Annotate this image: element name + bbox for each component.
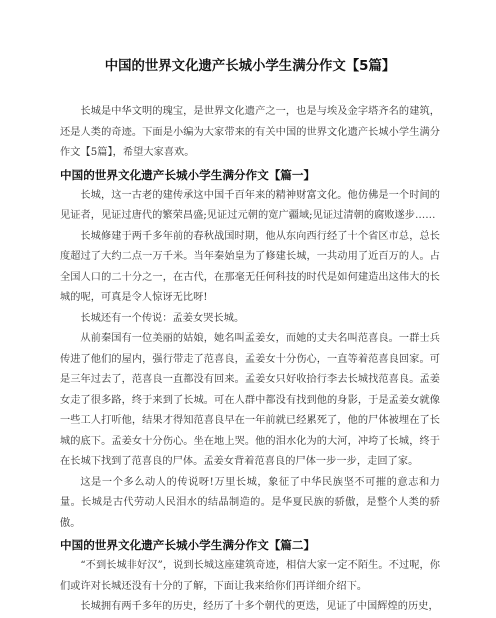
section-2	[60, 534, 440, 618]
section-heading: 中国的世界文化遗产长城小学生满分作文【篇二】	[60, 538, 316, 552]
body-paragraph: 长城拥有两千多年的历史，经历了十多个朝代的更迭，见证了中国辉煌的历史，	[80, 601, 439, 612]
document-title: 中国的世界文化遗产长城小学生满分作文【5篇】	[104, 59, 396, 74]
intro-paragraph: 长城是中华文明的瑰宝，是世界文化遗产之一，也是与埃及金字塔齐名的建筑，还是人类的奇迹。下面是小编为大家带来的有关中国的世界文化遗产长城小学生满分作文【5篇】，希望大家喜欢。	[60, 106, 440, 158]
body-paragraph: 长城还有一个传说：孟姜女哭长城。	[80, 312, 245, 324]
body-paragraph: “不到长城非好汉”，说到长城这座建筑奇迹，相信大家一定不陌生。不过呢，你们或许对长城还没有十分的了解，下面让我来给你们再详细介绍下。	[60, 560, 440, 592]
body-paragraph: 长城，这一古老的建传承这中国千百年来的精神财富文化。他仿佛是一个时间的见证者，见证过唐代的繁荣昌盛;见证过元朝的宽广疆域;见证过清朝的腐败遂步……	[60, 189, 440, 221]
body-paragraph: 从前秦国有一位美丽的姑娘，她名叫孟姜女，而她的丈夫名叫范喜良。一群士兵传进了他们的屋内，强行带走了范喜良，孟姜女十分伤心，一直等着范喜良回家。可是三年过去了，范喜良一直都没有回来。孟姜女只好收拾行李去长城找范喜良。孟姜女走了很多路，终于来到了长城。可在人群中都没有找到他的身影，于是孟姜女就像一些工人打听他，结果才得知范喜良早在一年前就已经累死了，他的尸体被埋在了长城的底下。孟姜女十分伤心。坐在地上哭。他的泪水化为的大河，冲垮了长城，终于在长城下找到了范喜良的尸体。孟姜女背着范喜良的尸体一步一步，走回了家。	[60, 333, 440, 467]
body-paragraph: 这是一个多么动人的传说呀!万里长城，象征了中华民族坚不可摧的意志和力量。长城是古代劳动人民泪水的结晶制造的。是华夏民族的骄傲，是整个人类的骄傲。	[60, 476, 440, 529]
section-1	[60, 164, 440, 535]
section-heading: 中国的世界文化遗产长城小学生满分作文【篇一】	[60, 167, 316, 182]
body-paragraph: 长城修建于两千多年前的春秋战国时期，他从东向西行经了十个省区市总，总长度超过了大约二点一万千米。当年秦始皇为了修建长城，一共动用了近百万的人。占全国人口的二十分之一，在古代，在那毫无任何科技的时代是如何建造出这伟大的长城的呢，可真是令人惊讶无比呀!	[60, 230, 440, 303]
